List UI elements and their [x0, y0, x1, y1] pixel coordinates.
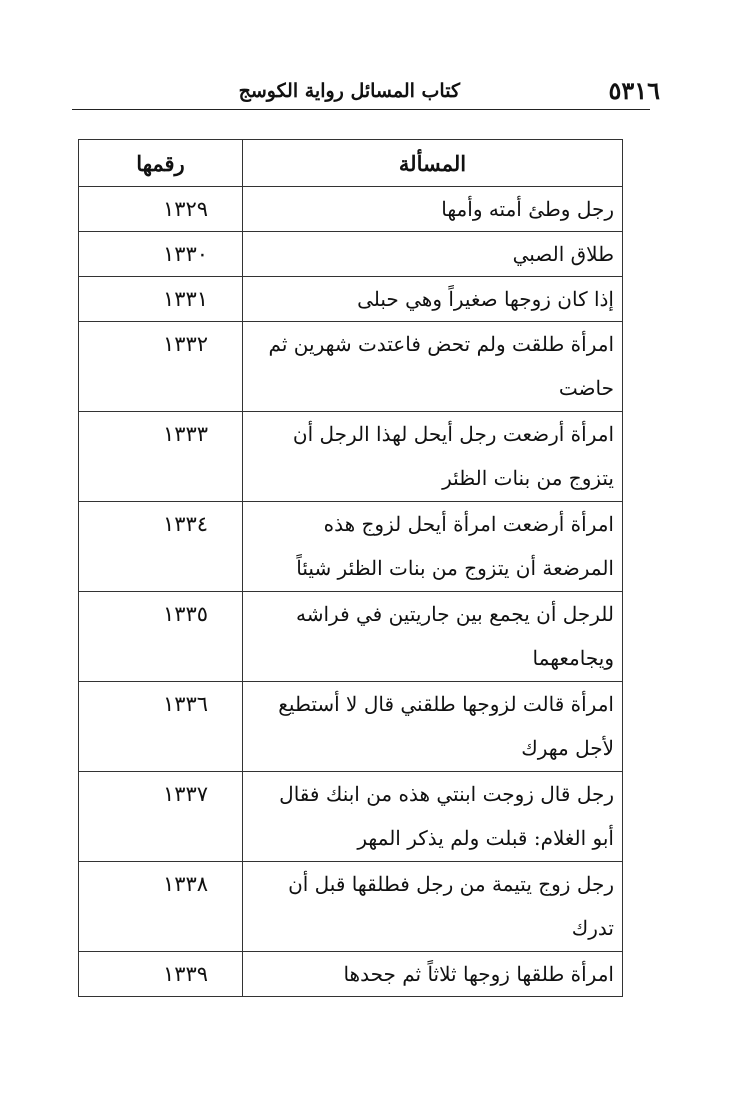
- issue-cell: امرأة طلقها زوجها ثلاثاً ثم جحدها: [243, 952, 623, 997]
- table-row: [79, 322, 623, 412]
- number-cell: ١٣٢٩: [79, 187, 243, 232]
- table-row: [79, 952, 623, 997]
- book-title: كتاب المسائل رواية الكوسج: [238, 80, 460, 102]
- table-header-row: [79, 140, 623, 187]
- number-cell: ١٣٣٠: [79, 232, 243, 277]
- number-cell: ١٣٣٢: [79, 322, 243, 412]
- page-header: [0, 0, 744, 112]
- number-cell: ١٣٣٥: [79, 592, 243, 682]
- column-header-issue: المسألة: [243, 140, 623, 187]
- number-cell: ١٣٣٦: [79, 682, 243, 772]
- number-cell: ١٣٣١: [79, 277, 243, 322]
- issue-cell: للرجل أن يجمع بين جاريتين في فراشه ويجامعهما: [243, 592, 623, 682]
- issue-cell: طلاق الصبي: [243, 232, 623, 277]
- issue-cell: رجل قال زوجت ابنتي هذه من ابنك فقال أبو الغلام: قبلت ولم يذكر المهر: [243, 772, 623, 862]
- table-row: [79, 277, 623, 322]
- number-cell: ١٣٣٧: [79, 772, 243, 862]
- table-row: [79, 682, 623, 772]
- table-row: [79, 862, 623, 952]
- number-cell: ١٣٣٤: [79, 502, 243, 592]
- number-cell: ١٣٣٣: [79, 412, 243, 502]
- table-row: [79, 232, 623, 277]
- header-divider: [72, 109, 650, 110]
- table-row: [79, 187, 623, 232]
- issues-table: [78, 139, 623, 997]
- issue-cell: امرأة طلقت ولم تحض فاعتدت شهرين ثم حاضت: [243, 322, 623, 412]
- issue-cell: امرأة أرضعت امرأة أيحل لزوج هذه المرضعة أن يتزوج من بنات الظئر شيئاً: [243, 502, 623, 592]
- issue-cell: رجل وطئ أمته وأمها: [243, 187, 623, 232]
- table-row: [79, 412, 623, 502]
- column-header-number: رقمها: [79, 140, 243, 187]
- issue-cell: إذا كان زوجها صغيراً وهي حبلى: [243, 277, 623, 322]
- issue-cell: رجل زوج يتيمة من رجل فطلقها قبل أن تدرك: [243, 862, 623, 952]
- number-cell: ١٣٣٩: [79, 952, 243, 997]
- issue-cell: امرأة أرضعت رجل أيحل لهذا الرجل أن يتزوج من بنات الظئر: [243, 412, 623, 502]
- table-row: [79, 592, 623, 682]
- table-row: [79, 502, 623, 592]
- page-number: ٥٣١٦: [608, 76, 660, 105]
- number-cell: ١٣٣٨: [79, 862, 243, 952]
- issue-cell: امرأة قالت لزوجها طلقني قال لا أستطيع لأجل مهرك: [243, 682, 623, 772]
- table-row: [79, 772, 623, 862]
